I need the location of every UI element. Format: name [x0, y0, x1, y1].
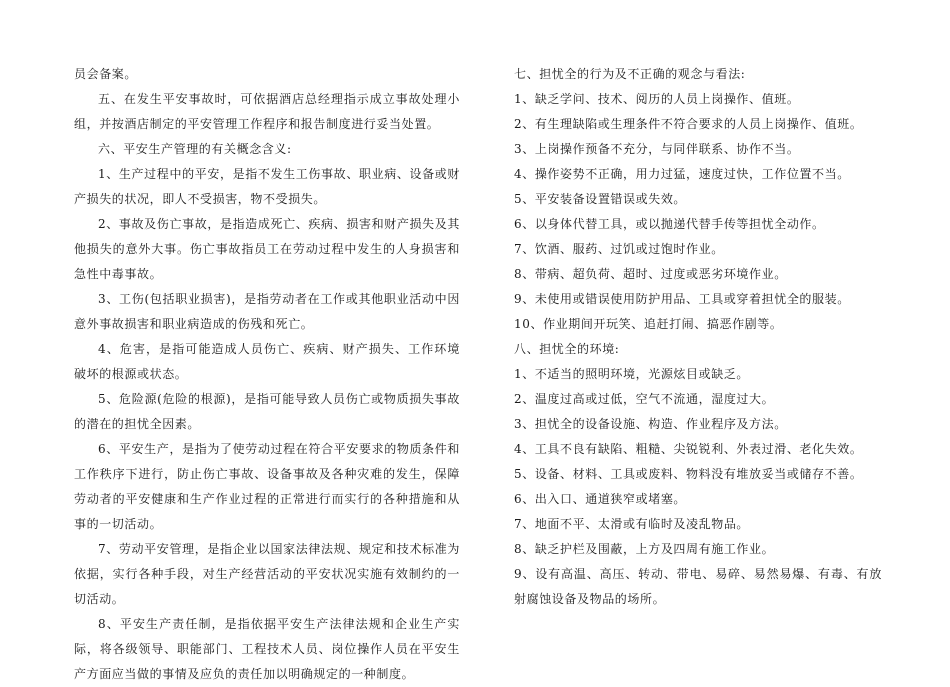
- paragraph: 10、作业期间开玩笑、追赶打闹、搞恶作剧等。: [514, 317, 783, 331]
- paragraph: 4、工具不良有缺陷、粗糙、尖锐锐利、外表过滑、老化失效。: [514, 442, 863, 456]
- paragraph: 1、不适当的照明环境，光源炫目或缺乏。: [514, 367, 750, 381]
- paragraph: 4、操作姿势不正确，用力过猛，速度过快，工作位置不当。: [514, 167, 850, 181]
- paragraph: 2、有生理缺陷或生理条件不符合要求的人员上岗操作、值班。: [514, 117, 863, 131]
- paragraph: 六、平安生产管理的有关概念含义:: [98, 142, 292, 156]
- paragraph: 2、温度过高或过低，空气不流通，湿度过大。: [514, 392, 775, 406]
- paragraph: 3、上岗操作预备不充分，与同伴联系、协作不当。: [514, 142, 800, 156]
- paragraph: 五、在发生平安事故时，可依据酒店总经理指示成立事故处理小组，并按酒店制定的平安管理工作程序和报告制度进行妥当处置。: [74, 92, 460, 131]
- paragraph: 2、事故及伤亡事故，是指造成死亡、疾病、损害和财产损失及其他损失的意外大事。伤亡事故指员工在劳动过程中发生的人身损害和急性中毒事故。: [74, 217, 460, 281]
- paragraph: 5、平安装备设置错误或失效。: [514, 192, 687, 206]
- paragraph: 6、以身体代替工具，或以抛递代替手传等担忧全动作。: [514, 217, 825, 231]
- paragraph: 7、饮酒、服药、过饥或过饱时作业。: [514, 242, 724, 256]
- paragraph: 8、缺乏护栏及围蔽，上方及四周有施工作业。: [514, 542, 775, 556]
- paragraph: 3、工伤(包括职业损害)，是指劳动者在工作或其他职业活动中因意外事故损害和职业病造成的伤残和死亡。: [74, 292, 460, 331]
- paragraph: 9、未使用或错误使用防护用品、工具或穿着担忧全的服装。: [514, 292, 850, 306]
- paragraph: 5、设备、材料、工具或废料、物料没有堆放妥当或储存不善。: [514, 467, 863, 481]
- paragraph: 员会备案。: [74, 67, 138, 81]
- paragraph: 5、危险源(危险的根源)，是指可能导致人员伤亡或物质损失事故的潜在的担忧全因素。: [74, 392, 460, 431]
- paragraph: 七、担忧全的行为及不正确的观念与看法:: [514, 67, 746, 81]
- paragraph: 4、危害，是指可能造成人员伤亡、疾病、财产损失、工作环境 破坏的根源或状态。: [74, 342, 460, 381]
- paragraph: 7、劳动平安管理，是指企业以国家法律法规、规定和技术标准为依据，实行各种手段，对生产经营活动的平安状况实施有效制约的一切活动。: [74, 542, 460, 606]
- paragraph: 6、出入口、通道狭窄或堵塞。: [514, 492, 687, 506]
- right-column: [514, 62, 882, 612]
- paragraph: 3、担忧全的设备设施、构造、作业程序及方法。: [514, 417, 787, 431]
- paragraph: 8、平安生产责任制，是指依据平安生产法律法规和企业生产实际，将各级领导、职能部门、工程技术人员、岗位操作人员在平安生产方面应当做的事情及应负的责任加以明确规定的一种制度。: [74, 617, 460, 681]
- paragraph: 7、地面不平、太滑或有临时及凌乱物品。: [514, 517, 750, 531]
- left-column: [74, 62, 460, 687]
- paragraph: 8、带病、超负荷、超时、过度或恶劣环境作业。: [514, 267, 787, 281]
- paragraph: 1、生产过程中的平安，是指不发生工伤事故、职业病、设备或财产损失的状况，即人不受损害，物不受损失。: [74, 167, 460, 206]
- paragraph: 八、担忧全的环境:: [514, 342, 620, 356]
- paragraph: 9、设有高温、高压、转动、带电、易碎、易然易爆、有毒、有放射腐蚀设备及物品的场所。: [514, 567, 882, 606]
- paragraph: 6、平安生产，是指为了使劳动过程在符合平安要求的物质条件和工作秩序下进行，防止伤亡事故、设备事故及各种灾难的发生，保障劳动者的平安健康和生产作业过程的正常进行而实行的各种措施和从事的一切活动。: [74, 442, 460, 531]
- paragraph: 1、缺乏学问、技术、阅历的人员上岗操作、值班。: [514, 92, 800, 106]
